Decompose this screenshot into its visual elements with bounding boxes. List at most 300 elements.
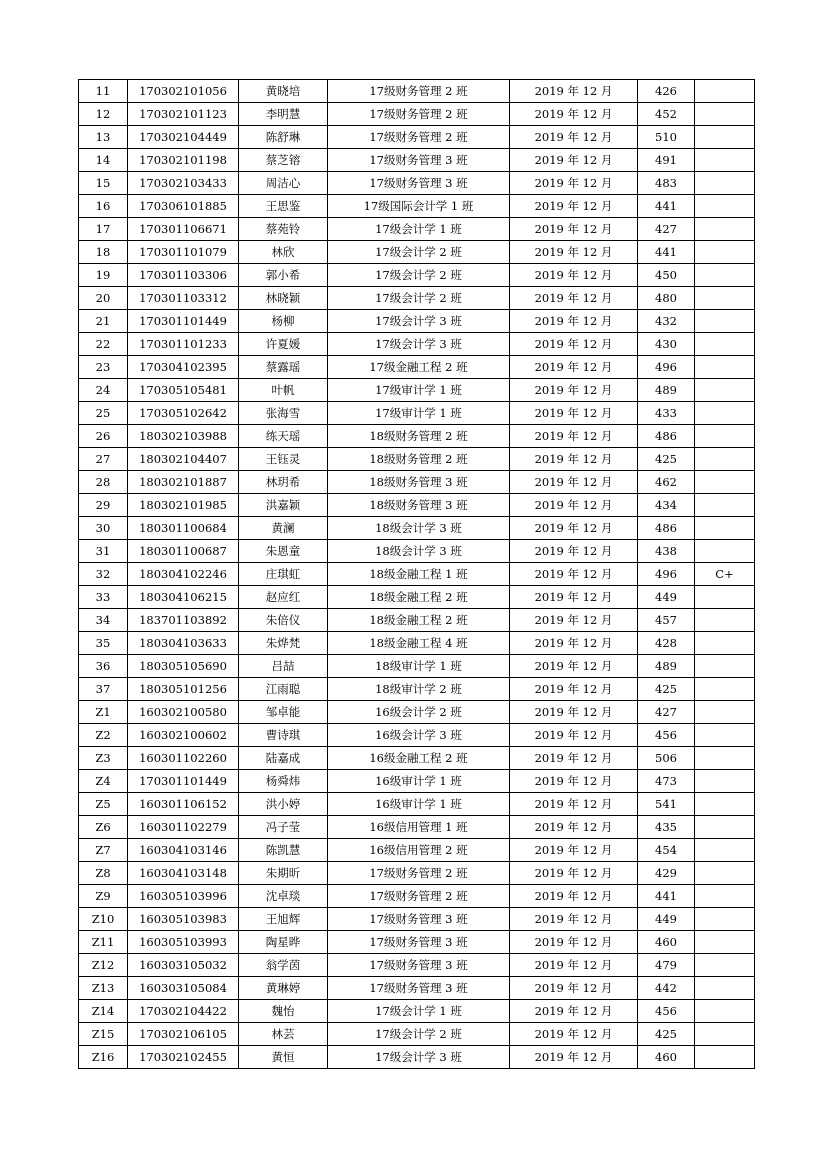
table-row xyxy=(79,632,755,655)
grade-note-cell xyxy=(695,908,755,931)
score-cell: 457 xyxy=(638,609,695,632)
exam-date-cell: 2019 年 12 月 xyxy=(510,678,638,701)
student-name-cell: 朱恩童 xyxy=(239,540,328,563)
student-name-cell: 林晓颖 xyxy=(239,287,328,310)
exam-date-cell: 2019 年 12 月 xyxy=(510,977,638,1000)
class-name-cell: 18级金融工程 4 班 xyxy=(328,632,510,655)
row-number-cell: Z1 xyxy=(79,701,128,724)
student-name-cell: 蔡芝镕 xyxy=(239,149,328,172)
table-row xyxy=(79,701,755,724)
table-row xyxy=(79,448,755,471)
student-name-cell: 蔡苑铃 xyxy=(239,218,328,241)
table-row xyxy=(79,126,755,149)
student-id-cell: 170302101123 xyxy=(128,103,239,126)
grade-note-cell xyxy=(695,333,755,356)
student-name-cell: 郭小希 xyxy=(239,264,328,287)
exam-date-cell: 2019 年 12 月 xyxy=(510,908,638,931)
row-number-cell: 12 xyxy=(79,103,128,126)
exam-date-cell: 2019 年 12 月 xyxy=(510,1000,638,1023)
score-cell: 460 xyxy=(638,1046,695,1069)
row-number-cell: 30 xyxy=(79,517,128,540)
table-row xyxy=(79,816,755,839)
class-name-cell: 17级财务管理 2 班 xyxy=(328,885,510,908)
grade-note-cell xyxy=(695,724,755,747)
row-number-cell: 29 xyxy=(79,494,128,517)
exam-date-cell: 2019 年 12 月 xyxy=(510,517,638,540)
score-cell: 442 xyxy=(638,977,695,1000)
student-name-cell: 吕喆 xyxy=(239,655,328,678)
student-id-cell: 170305102642 xyxy=(128,402,239,425)
grade-note-cell xyxy=(695,586,755,609)
score-cell: 449 xyxy=(638,586,695,609)
student-id-cell: 180301100687 xyxy=(128,540,239,563)
score-cell: 432 xyxy=(638,310,695,333)
exam-date-cell: 2019 年 12 月 xyxy=(510,379,638,402)
student-name-cell: 江雨聪 xyxy=(239,678,328,701)
student-name-cell: 蔡露瑶 xyxy=(239,356,328,379)
score-cell: 510 xyxy=(638,126,695,149)
score-cell: 449 xyxy=(638,908,695,931)
table-row xyxy=(79,310,755,333)
exam-date-cell: 2019 年 12 月 xyxy=(510,540,638,563)
row-number-cell: Z3 xyxy=(79,747,128,770)
row-number-cell: 18 xyxy=(79,241,128,264)
class-name-cell: 17级财务管理 3 班 xyxy=(328,172,510,195)
table-row xyxy=(79,218,755,241)
grade-note-cell xyxy=(695,839,755,862)
row-number-cell: 19 xyxy=(79,264,128,287)
student-name-cell: 王旭辉 xyxy=(239,908,328,931)
row-number-cell: 27 xyxy=(79,448,128,471)
table-row xyxy=(79,264,755,287)
grade-note-cell xyxy=(695,632,755,655)
table-row xyxy=(79,655,755,678)
class-name-cell: 18级审计学 2 班 xyxy=(328,678,510,701)
class-name-cell: 17级审计学 1 班 xyxy=(328,402,510,425)
grade-note-cell xyxy=(695,264,755,287)
table-row xyxy=(79,563,755,586)
score-cell: 541 xyxy=(638,793,695,816)
score-cell: 486 xyxy=(638,425,695,448)
student-name-cell: 陆嘉成 xyxy=(239,747,328,770)
exam-date-cell: 2019 年 12 月 xyxy=(510,655,638,678)
student-id-cell: 160301102279 xyxy=(128,816,239,839)
table-row xyxy=(79,356,755,379)
score-cell: 462 xyxy=(638,471,695,494)
grade-note-cell xyxy=(695,356,755,379)
student-name-cell: 杨柳 xyxy=(239,310,328,333)
row-number-cell: 24 xyxy=(79,379,128,402)
student-id-cell: 160302100580 xyxy=(128,701,239,724)
score-table xyxy=(78,79,755,1069)
score-cell: 425 xyxy=(638,448,695,471)
exam-date-cell: 2019 年 12 月 xyxy=(510,241,638,264)
student-name-cell: 黄晓培 xyxy=(239,80,328,103)
row-number-cell: Z2 xyxy=(79,724,128,747)
class-name-cell: 18级审计学 1 班 xyxy=(328,655,510,678)
student-id-cell: 170304102395 xyxy=(128,356,239,379)
exam-date-cell: 2019 年 12 月 xyxy=(510,862,638,885)
row-number-cell: 14 xyxy=(79,149,128,172)
class-name-cell: 18级财务管理 3 班 xyxy=(328,471,510,494)
score-cell: 427 xyxy=(638,218,695,241)
table-row xyxy=(79,724,755,747)
class-name-cell: 16级会计学 2 班 xyxy=(328,701,510,724)
table-row xyxy=(79,149,755,172)
exam-date-cell: 2019 年 12 月 xyxy=(510,402,638,425)
row-number-cell: 21 xyxy=(79,310,128,333)
exam-date-cell: 2019 年 12 月 xyxy=(510,494,638,517)
exam-date-cell: 2019 年 12 月 xyxy=(510,425,638,448)
score-cell: 441 xyxy=(638,241,695,264)
row-number-cell: Z13 xyxy=(79,977,128,1000)
row-number-cell: 35 xyxy=(79,632,128,655)
student-name-cell: 周洁心 xyxy=(239,172,328,195)
score-cell: 496 xyxy=(638,563,695,586)
student-name-cell: 庄琪虹 xyxy=(239,563,328,586)
score-cell: 430 xyxy=(638,333,695,356)
student-name-cell: 朱期昕 xyxy=(239,862,328,885)
score-cell: 491 xyxy=(638,149,695,172)
exam-date-cell: 2019 年 12 月 xyxy=(510,701,638,724)
grade-note-cell xyxy=(695,379,755,402)
row-number-cell: 23 xyxy=(79,356,128,379)
score-cell: 483 xyxy=(638,172,695,195)
class-name-cell: 16级审计学 1 班 xyxy=(328,770,510,793)
row-number-cell: Z16 xyxy=(79,1046,128,1069)
row-number-cell: 13 xyxy=(79,126,128,149)
score-cell: 450 xyxy=(638,264,695,287)
exam-date-cell: 2019 年 12 月 xyxy=(510,793,638,816)
student-id-cell: 170302106105 xyxy=(128,1023,239,1046)
class-name-cell: 16级金融工程 2 班 xyxy=(328,747,510,770)
student-name-cell: 杨舜炜 xyxy=(239,770,328,793)
student-id-cell: 180302101985 xyxy=(128,494,239,517)
class-name-cell: 17级国际会计学 1 班 xyxy=(328,195,510,218)
table-row xyxy=(79,241,755,264)
table-row xyxy=(79,195,755,218)
exam-date-cell: 2019 年 12 月 xyxy=(510,80,638,103)
grade-note-cell xyxy=(695,287,755,310)
student-name-cell: 曹诗琪 xyxy=(239,724,328,747)
row-number-cell: 17 xyxy=(79,218,128,241)
score-cell: 479 xyxy=(638,954,695,977)
student-id-cell: 183701103892 xyxy=(128,609,239,632)
class-name-cell: 17级财务管理 3 班 xyxy=(328,149,510,172)
student-id-cell: 160302100602 xyxy=(128,724,239,747)
grade-note-cell xyxy=(695,1000,755,1023)
student-id-cell: 160303105032 xyxy=(128,954,239,977)
class-name-cell: 17级会计学 3 班 xyxy=(328,1046,510,1069)
grade-note-cell xyxy=(695,310,755,333)
class-name-cell: 18级金融工程 2 班 xyxy=(328,609,510,632)
student-id-cell: 170305105481 xyxy=(128,379,239,402)
grade-note-cell xyxy=(695,494,755,517)
row-number-cell: Z10 xyxy=(79,908,128,931)
class-name-cell: 16级审计学 1 班 xyxy=(328,793,510,816)
class-name-cell: 17级审计学 1 班 xyxy=(328,379,510,402)
student-id-cell: 170301101449 xyxy=(128,770,239,793)
score-cell: 441 xyxy=(638,195,695,218)
exam-date-cell: 2019 年 12 月 xyxy=(510,287,638,310)
table-row xyxy=(79,103,755,126)
grade-note-cell: C+ xyxy=(695,563,755,586)
class-name-cell: 17级财务管理 2 班 xyxy=(328,103,510,126)
grade-note-cell xyxy=(695,195,755,218)
class-name-cell: 17级财务管理 3 班 xyxy=(328,908,510,931)
student-name-cell: 黄澜 xyxy=(239,517,328,540)
grade-note-cell xyxy=(695,678,755,701)
student-name-cell: 洪嘉颖 xyxy=(239,494,328,517)
score-cell: 489 xyxy=(638,655,695,678)
student-name-cell: 林欣 xyxy=(239,241,328,264)
row-number-cell: 37 xyxy=(79,678,128,701)
score-cell: 452 xyxy=(638,103,695,126)
class-name-cell: 17级金融工程 2 班 xyxy=(328,356,510,379)
class-name-cell: 17级会计学 1 班 xyxy=(328,218,510,241)
class-name-cell: 18级金融工程 1 班 xyxy=(328,563,510,586)
exam-date-cell: 2019 年 12 月 xyxy=(510,747,638,770)
exam-date-cell: 2019 年 12 月 xyxy=(510,149,638,172)
student-id-cell: 180302104407 xyxy=(128,448,239,471)
student-id-cell: 160301102260 xyxy=(128,747,239,770)
student-name-cell: 翁学茵 xyxy=(239,954,328,977)
class-name-cell: 18级金融工程 2 班 xyxy=(328,586,510,609)
grade-note-cell xyxy=(695,816,755,839)
score-cell: 454 xyxy=(638,839,695,862)
exam-date-cell: 2019 年 12 月 xyxy=(510,471,638,494)
student-name-cell: 林芸 xyxy=(239,1023,328,1046)
class-name-cell: 18级会计学 3 班 xyxy=(328,517,510,540)
student-id-cell: 170302102455 xyxy=(128,1046,239,1069)
row-number-cell: Z11 xyxy=(79,931,128,954)
table-row xyxy=(79,1023,755,1046)
student-id-cell: 170302101056 xyxy=(128,80,239,103)
table-row xyxy=(79,425,755,448)
class-name-cell: 17级财务管理 2 班 xyxy=(328,862,510,885)
grade-note-cell xyxy=(695,1023,755,1046)
class-name-cell: 17级会计学 2 班 xyxy=(328,241,510,264)
class-name-cell: 16级会计学 3 班 xyxy=(328,724,510,747)
student-id-cell: 180304106215 xyxy=(128,586,239,609)
class-name-cell: 17级财务管理 2 班 xyxy=(328,80,510,103)
student-name-cell: 林玥希 xyxy=(239,471,328,494)
grade-note-cell xyxy=(695,172,755,195)
table-row xyxy=(79,586,755,609)
student-name-cell: 赵应红 xyxy=(239,586,328,609)
score-cell: 433 xyxy=(638,402,695,425)
table-row xyxy=(79,839,755,862)
score-cell: 473 xyxy=(638,770,695,793)
table-row xyxy=(79,402,755,425)
score-cell: 496 xyxy=(638,356,695,379)
grade-note-cell xyxy=(695,954,755,977)
student-id-cell: 160304103148 xyxy=(128,862,239,885)
table-row xyxy=(79,862,755,885)
exam-date-cell: 2019 年 12 月 xyxy=(510,448,638,471)
row-number-cell: Z4 xyxy=(79,770,128,793)
exam-date-cell: 2019 年 12 月 xyxy=(510,1023,638,1046)
exam-date-cell: 2019 年 12 月 xyxy=(510,126,638,149)
class-name-cell: 18级财务管理 2 班 xyxy=(328,448,510,471)
row-number-cell: Z15 xyxy=(79,1023,128,1046)
score-cell: 438 xyxy=(638,540,695,563)
row-number-cell: Z8 xyxy=(79,862,128,885)
row-number-cell: Z14 xyxy=(79,1000,128,1023)
table-row xyxy=(79,1000,755,1023)
grade-note-cell xyxy=(695,126,755,149)
grade-note-cell xyxy=(695,885,755,908)
student-id-cell: 170301101233 xyxy=(128,333,239,356)
student-id-cell: 180301100684 xyxy=(128,517,239,540)
exam-date-cell: 2019 年 12 月 xyxy=(510,885,638,908)
grade-note-cell xyxy=(695,241,755,264)
table-row xyxy=(79,609,755,632)
exam-date-cell: 2019 年 12 月 xyxy=(510,931,638,954)
student-id-cell: 180302103988 xyxy=(128,425,239,448)
exam-date-cell: 2019 年 12 月 xyxy=(510,264,638,287)
student-name-cell: 王钰灵 xyxy=(239,448,328,471)
grade-note-cell xyxy=(695,609,755,632)
student-id-cell: 170301103306 xyxy=(128,264,239,287)
table-row xyxy=(79,977,755,1000)
score-cell: 434 xyxy=(638,494,695,517)
score-cell: 506 xyxy=(638,747,695,770)
row-number-cell: 25 xyxy=(79,402,128,425)
table-row xyxy=(79,494,755,517)
student-name-cell: 魏怡 xyxy=(239,1000,328,1023)
exam-date-cell: 2019 年 12 月 xyxy=(510,103,638,126)
class-name-cell: 17级会计学 1 班 xyxy=(328,1000,510,1023)
exam-date-cell: 2019 年 12 月 xyxy=(510,310,638,333)
score-cell: 435 xyxy=(638,816,695,839)
exam-date-cell: 2019 年 12 月 xyxy=(510,632,638,655)
table-row xyxy=(79,954,755,977)
score-cell: 486 xyxy=(638,517,695,540)
row-number-cell: Z5 xyxy=(79,793,128,816)
row-number-cell: Z12 xyxy=(79,954,128,977)
table-row xyxy=(79,80,755,103)
row-number-cell: Z7 xyxy=(79,839,128,862)
table-row xyxy=(79,747,755,770)
student-name-cell: 冯子莹 xyxy=(239,816,328,839)
table-row xyxy=(79,172,755,195)
student-name-cell: 朱烨梵 xyxy=(239,632,328,655)
class-name-cell: 17级财务管理 3 班 xyxy=(328,954,510,977)
grade-note-cell xyxy=(695,770,755,793)
class-name-cell: 17级会计学 3 班 xyxy=(328,333,510,356)
exam-date-cell: 2019 年 12 月 xyxy=(510,333,638,356)
row-number-cell: 31 xyxy=(79,540,128,563)
grade-note-cell xyxy=(695,701,755,724)
student-id-cell: 160305103996 xyxy=(128,885,239,908)
table-row xyxy=(79,471,755,494)
class-name-cell: 17级会计学 2 班 xyxy=(328,264,510,287)
grade-note-cell xyxy=(695,103,755,126)
student-name-cell: 陈舒琳 xyxy=(239,126,328,149)
grade-note-cell xyxy=(695,517,755,540)
student-name-cell: 邹卓能 xyxy=(239,701,328,724)
grade-note-cell xyxy=(695,149,755,172)
grade-note-cell xyxy=(695,655,755,678)
row-number-cell: 16 xyxy=(79,195,128,218)
class-name-cell: 18级会计学 3 班 xyxy=(328,540,510,563)
grade-note-cell xyxy=(695,977,755,1000)
class-name-cell: 17级财务管理 2 班 xyxy=(328,126,510,149)
row-number-cell: Z6 xyxy=(79,816,128,839)
student-name-cell: 王思鉴 xyxy=(239,195,328,218)
student-name-cell: 朱倍仪 xyxy=(239,609,328,632)
exam-date-cell: 2019 年 12 月 xyxy=(510,770,638,793)
table-row xyxy=(79,770,755,793)
student-id-cell: 170302104422 xyxy=(128,1000,239,1023)
row-number-cell: 28 xyxy=(79,471,128,494)
class-name-cell: 17级财务管理 3 班 xyxy=(328,931,510,954)
grade-note-cell xyxy=(695,402,755,425)
row-number-cell: 22 xyxy=(79,333,128,356)
student-name-cell: 许夏媛 xyxy=(239,333,328,356)
grade-note-cell xyxy=(695,425,755,448)
exam-date-cell: 2019 年 12 月 xyxy=(510,218,638,241)
student-name-cell: 黄琳婷 xyxy=(239,977,328,1000)
score-cell: 426 xyxy=(638,80,695,103)
exam-date-cell: 2019 年 12 月 xyxy=(510,356,638,379)
student-id-cell: 180304102246 xyxy=(128,563,239,586)
student-name-cell: 黄恒 xyxy=(239,1046,328,1069)
class-name-cell: 17级会计学 3 班 xyxy=(328,310,510,333)
student-name-cell: 叶帆 xyxy=(239,379,328,402)
student-name-cell: 陶星晔 xyxy=(239,931,328,954)
class-name-cell: 17级会计学 2 班 xyxy=(328,1023,510,1046)
student-name-cell: 张海雪 xyxy=(239,402,328,425)
student-id-cell: 170301103312 xyxy=(128,287,239,310)
table-row xyxy=(79,1046,755,1069)
exam-date-cell: 2019 年 12 月 xyxy=(510,816,638,839)
grade-note-cell xyxy=(695,747,755,770)
table-row xyxy=(79,379,755,402)
grade-note-cell xyxy=(695,218,755,241)
grade-note-cell xyxy=(695,793,755,816)
student-name-cell: 练天瑶 xyxy=(239,425,328,448)
table-row xyxy=(79,540,755,563)
score-cell: 441 xyxy=(638,885,695,908)
row-number-cell: 34 xyxy=(79,609,128,632)
class-name-cell: 16级信用管理 2 班 xyxy=(328,839,510,862)
student-id-cell: 180305105690 xyxy=(128,655,239,678)
score-cell: 429 xyxy=(638,862,695,885)
score-cell: 427 xyxy=(638,701,695,724)
table-row xyxy=(79,287,755,310)
table-row xyxy=(79,908,755,931)
exam-date-cell: 2019 年 12 月 xyxy=(510,563,638,586)
grade-note-cell xyxy=(695,471,755,494)
grade-note-cell xyxy=(695,1046,755,1069)
grade-note-cell xyxy=(695,862,755,885)
class-name-cell: 16级信用管理 1 班 xyxy=(328,816,510,839)
exam-date-cell: 2019 年 12 月 xyxy=(510,954,638,977)
student-id-cell: 170302101198 xyxy=(128,149,239,172)
table-row xyxy=(79,931,755,954)
student-id-cell: 170301106671 xyxy=(128,218,239,241)
student-name-cell: 陈凯慧 xyxy=(239,839,328,862)
exam-date-cell: 2019 年 12 月 xyxy=(510,839,638,862)
student-name-cell: 李明慧 xyxy=(239,103,328,126)
score-cell: 425 xyxy=(638,1023,695,1046)
student-id-cell: 180305101256 xyxy=(128,678,239,701)
student-name-cell: 沈卓琰 xyxy=(239,885,328,908)
score-table-body xyxy=(79,80,755,1069)
table-row xyxy=(79,885,755,908)
